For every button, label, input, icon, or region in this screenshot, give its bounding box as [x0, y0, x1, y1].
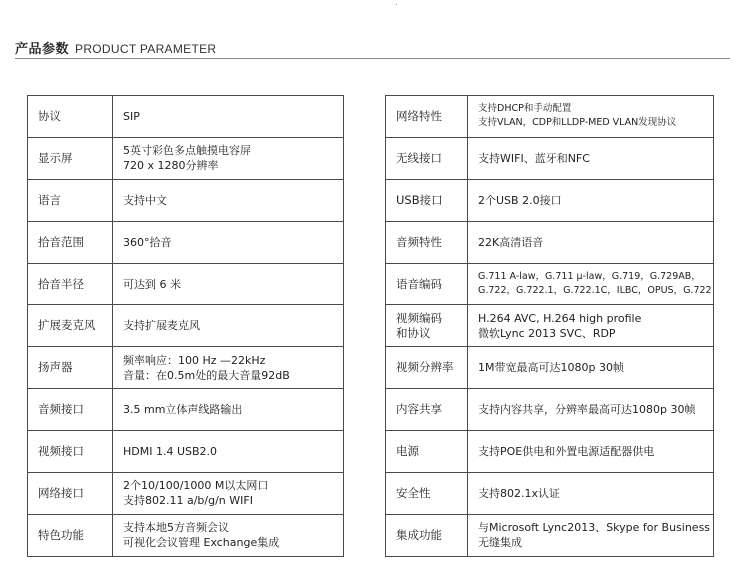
spec-key-line: 和协议 — [396, 325, 431, 340]
spec-key: 内容共享 — [386, 389, 468, 431]
spec-row — [28, 473, 344, 515]
spec-key: 安全性 — [386, 473, 468, 515]
spec-value-line: 3.5 mm立体声线路输出 — [123, 403, 243, 417]
spec-value — [113, 179, 344, 221]
spec-row — [386, 137, 714, 179]
spec-value — [113, 305, 344, 347]
spec-value — [468, 473, 714, 515]
spec-value-line: 2个10/100/1000 M以太网口 — [123, 479, 269, 493]
spec-value — [113, 221, 344, 263]
spec-value-line: 频率响应：100 Hz —22kHz — [123, 353, 266, 367]
spec-value — [113, 431, 344, 473]
spec-value — [113, 263, 344, 305]
spec-row — [386, 389, 714, 431]
spec-value-line: 支持802.11 a/b/g/n WIFI — [123, 494, 253, 508]
spec-value-line: 可达到 6 米 — [123, 277, 181, 291]
spec-value — [113, 347, 344, 389]
section-title-cn: 产品参数 — [15, 42, 70, 57]
spec-value — [468, 347, 714, 389]
spec-value-line: G.711 A-law，G.711 μ-law，G.719，G.729AB， — [478, 271, 701, 282]
spec-row — [28, 263, 344, 305]
spec-row — [386, 347, 714, 389]
spec-value-line: 与Microsoft Lync2013、Skype for Business — [478, 521, 711, 535]
spec-row — [28, 96, 344, 138]
spec-key: 特色功能 — [28, 514, 113, 556]
spec-row — [28, 179, 344, 221]
spec-value-line: 支持DHCP和手动配置 — [478, 103, 572, 115]
spec-row — [28, 389, 344, 431]
spec-row — [386, 473, 714, 515]
section-title-en: PRODUCT PARAMETER — [75, 42, 217, 56]
spec-key: 无线接口 — [386, 137, 468, 179]
spec-row — [386, 179, 714, 221]
spec-key: 协议 — [28, 96, 113, 138]
spec-value-line: 支持内容共享，分辨率最高可达1080p 30帧 — [478, 403, 696, 417]
spec-value-line: 22K高清语音 — [478, 235, 544, 249]
left-spec-table-body — [28, 96, 344, 557]
left-spec-table — [27, 95, 344, 557]
spec-value-line: 支持中文 — [123, 193, 167, 207]
section-header — [15, 38, 216, 58]
spec-value-line: 1M带宽最高可达1080p 30帧 — [478, 361, 624, 375]
spec-value-line: 360°拾音 — [123, 235, 172, 249]
spec-value — [468, 221, 714, 263]
spec-key: 集成功能 — [386, 514, 468, 556]
spec-row — [28, 137, 344, 179]
spec-key: 扬声器 — [28, 347, 113, 389]
spec-key: 音频接口 — [28, 389, 113, 431]
spec-value-line: 2个USB 2.0接口 — [478, 193, 562, 207]
spec-key: 语言 — [28, 179, 113, 221]
spec-key: 电源 — [386, 431, 468, 473]
spec-value-line: 可视化会议管理 Exchange集成 — [123, 536, 280, 550]
spec-key: 视频接口 — [28, 431, 113, 473]
spec-key: 显示屏 — [28, 137, 113, 179]
spec-value-line: 支持扩展麦克风 — [123, 319, 200, 333]
spec-row — [28, 221, 344, 263]
spec-value-line: 5英寸彩色多点触摸电容屏 — [123, 144, 251, 158]
spec-value-line: 720 x 1280分辨率 — [123, 159, 219, 173]
spec-value — [468, 137, 714, 179]
spec-value-line: 支持本地5方音频会议 — [123, 521, 229, 535]
spec-key: 拾音半径 — [28, 263, 113, 305]
spec-key: 扩展麦克风 — [28, 305, 113, 347]
spec-value — [113, 473, 344, 515]
spec-value — [468, 431, 714, 473]
stray-dot — [396, 4, 397, 5]
spec-value — [113, 137, 344, 179]
spec-row — [386, 263, 714, 305]
spec-value-line: 支持WIFI、蓝牙和NFC — [478, 151, 590, 165]
spec-value-line: 无缝集成 — [478, 536, 522, 550]
spec-row — [28, 347, 344, 389]
spec-key: 音频特性 — [386, 221, 468, 263]
header-divider — [15, 58, 730, 59]
spec-value — [468, 96, 714, 138]
spec-value-line: 支持POE供电和外置电源适配器供电 — [478, 445, 655, 459]
spec-row — [28, 305, 344, 347]
spec-value-line: SIP — [123, 109, 140, 123]
spec-key — [386, 305, 468, 347]
spec-row — [386, 96, 714, 138]
spec-key: 视频分辨率 — [386, 347, 468, 389]
spec-value-line: G.722，G.722.1，G.722.1C，ILBC，OPUS，G.722 — [478, 285, 712, 296]
spec-value — [468, 514, 714, 556]
spec-value — [468, 263, 714, 305]
spec-key: 网络接口 — [28, 473, 113, 515]
spec-key: 拾音范围 — [28, 221, 113, 263]
spec-value — [113, 96, 344, 138]
spec-key-line: 视频编码 — [396, 310, 442, 325]
spec-value-line: 支持VLAN，CDP和LLDP-MED VLAN发现协议 — [478, 117, 677, 129]
spec-row — [28, 514, 344, 556]
spec-value — [468, 179, 714, 221]
spec-row — [386, 431, 714, 473]
spec-value-line: 音量：在0.5m处的最大音量92dB — [123, 368, 290, 382]
spec-value — [468, 389, 714, 431]
spec-value-line: HDMI 1.4 USB2.0 — [123, 445, 218, 459]
spec-row — [386, 514, 714, 556]
spec-key: 网络特性 — [386, 96, 468, 138]
spec-key: 语音编码 — [386, 263, 468, 305]
spec-value-line: 支持802.1x认证 — [478, 486, 561, 500]
spec-value — [113, 389, 344, 431]
spec-key: USB接口 — [386, 179, 468, 221]
spec-value — [113, 514, 344, 556]
spec-value-line: 微软Lync 2013 SVC、RDP — [478, 326, 616, 340]
right-spec-table-body — [386, 96, 714, 557]
spec-value — [468, 305, 714, 347]
spec-row — [386, 221, 714, 263]
spec-row — [386, 305, 714, 347]
spec-value-line: H.264 AVC, H.264 high profile — [478, 311, 642, 325]
spec-row — [28, 431, 344, 473]
right-spec-table — [385, 95, 714, 557]
